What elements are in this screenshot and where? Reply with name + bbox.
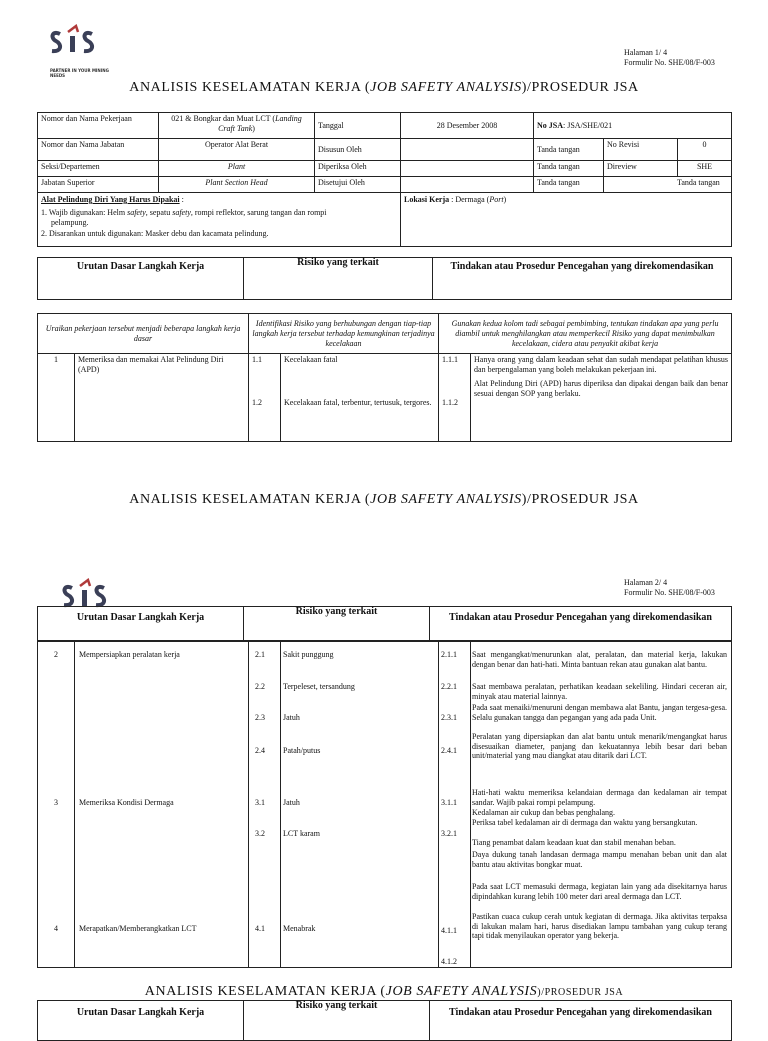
- step-2-number: 2: [54, 650, 58, 659]
- date-label: Tanggal: [315, 113, 401, 139]
- superior-value: Plant Section Head: [159, 177, 315, 193]
- col-header-actions: Tindakan atau Prosedur Pencegahan yang direkomendasikan: [433, 258, 732, 300]
- step-3-number: 3: [54, 798, 58, 807]
- column-header-table: [37, 257, 732, 300]
- action-text: Peralatan yang dipersiapkan dan alat bantu untuk menarik/mengangkat harus disesuaikan diameter, panjang dan kekuatannya lebih besar dari beban unit/material yang mau diangkat atau ditarik dari LCT.: [472, 732, 727, 760]
- work-location: Lokasi Kerja : Dermaga (Port): [401, 193, 732, 247]
- job-info-table: [37, 112, 732, 247]
- risk-3-2-number: 3.2: [255, 829, 265, 838]
- signature-label-4: Tanda tangan: [604, 177, 732, 193]
- risk-numbers: 1.1 1.2: [249, 354, 281, 442]
- reviewed-label: Direview: [604, 161, 678, 177]
- action-number: 3.1.1: [441, 798, 457, 807]
- superior-label: Jabatan Superior: [38, 177, 159, 193]
- form-number: Formulir No. SHE/08/F-003: [624, 58, 715, 67]
- action-text: Daya dukung tanah landasan dermaga mampu menahan beban unit dan alat bantu atau aktivitas bongkar muat.: [472, 850, 727, 869]
- risk-2-1-number: 2.1: [255, 650, 265, 659]
- risk-2-3-number: 2.3: [255, 713, 265, 722]
- sis-logo-icon: [46, 24, 106, 64]
- col-header-steps-3: Urutan Dasar Langkah Kerja: [38, 1001, 244, 1041]
- column-header-table-3: [37, 1000, 732, 1041]
- col-header-actions-3: Tindakan atau Prosedur Pencegahan yang direkomendasikan: [430, 1001, 732, 1041]
- jsa-number: No JSA: JSA/SHE/021: [534, 113, 732, 139]
- step-3-text: Memeriksa Kondisi Dermaga: [79, 798, 174, 807]
- job-name-label: Nomor dan Nama Pekerjaan: [38, 113, 159, 139]
- department-value: Plant: [159, 161, 315, 177]
- job-name-value: 021 & Bongkar dan Muat LCT (Landing Craft Tank): [159, 113, 315, 139]
- risk-2-3-text: Jatuh: [283, 713, 300, 722]
- date-value: 28 Desember 2008: [401, 113, 534, 139]
- position-value: Operator Alat Berat: [159, 139, 315, 161]
- checked-by-value: [401, 161, 534, 177]
- signature-label-1: Tanda tangan: [534, 139, 604, 161]
- step-4-text: Merapatkan/Memberangkatkan LCT: [79, 924, 197, 933]
- action-number: 2.2.1: [441, 682, 457, 691]
- risk-3-1-number: 3.1: [255, 798, 265, 807]
- risk-2-2-text: Terpeleset, tersandung: [283, 682, 355, 691]
- action-text: Tiang penambat dalam keadaan kuat dan stabil menahan beban.: [472, 838, 676, 847]
- action-number: 4.1.1: [441, 926, 457, 935]
- logo-tagline: PARTNER IN YOUR MINING NEEDS: [50, 68, 109, 78]
- action-text: Saat mengangkat/menurunkan alat, peralatan, dan material kerja, lakukan dengan benar dan hati-hati. Minta bantuan rekan atau gunakan alat bantu.: [472, 650, 727, 669]
- approved-by-value: [401, 177, 534, 193]
- revision-value: 0: [678, 139, 732, 161]
- risk-2-4-number: 2.4: [255, 746, 265, 755]
- action-number: 2.1.1: [441, 650, 457, 659]
- action-number: 3.2.1: [441, 829, 457, 838]
- prepared-by-value: [401, 139, 534, 161]
- step-4-number: 4: [54, 924, 58, 933]
- risk-texts: Kecelakaan fatal Kecelakaan fatal, terbentur, tertusuk, tergores.: [281, 354, 439, 442]
- position-label: Nomor dan Nama Jabatan: [38, 139, 159, 161]
- step-2-text: Mempersiapkan peralatan kerja: [79, 650, 180, 659]
- risk-2-4-text: Patah/putus: [283, 746, 321, 755]
- risk-4-1-number: 4.1: [255, 924, 265, 933]
- column-header-table-2: [37, 606, 732, 641]
- jsa-steps-table: [37, 313, 732, 442]
- action-numbers: 1.1.1 1.1.2: [439, 354, 471, 442]
- document-title: ANALISIS KESELAMATAN KERJA (JOB SAFETY ANALYSIS)/PROSEDUR JSA: [129, 80, 639, 95]
- risk-2-1-text: Sakit punggung: [283, 650, 334, 659]
- reviewed-value: SHE: [678, 161, 732, 177]
- col-header-steps: Urutan Dasar Langkah Kerja: [38, 258, 244, 300]
- revision-label: No Revisi: [604, 139, 678, 161]
- page-number-2: Halaman 2/ 4: [624, 578, 668, 587]
- risk-3-2-text: LCT karam: [283, 829, 320, 838]
- action-number: 4.1.2: [441, 957, 457, 966]
- prepared-by-label: Disusun Oleh: [315, 139, 401, 161]
- step-text: Memeriksa dan memakai Alat Pelindung Diri (APD): [75, 354, 249, 442]
- action-text: Hati-hati waktu memeriksa kelandaian dermaga dan kedalaman air tempat sandar. Wajib pakai rompi pelampung.: [472, 788, 727, 807]
- action-number: 2.4.1: [441, 746, 457, 755]
- col-header-actions-2: Tindakan atau Prosedur Pencegahan yang direkomendasikan: [430, 607, 732, 641]
- action-text: Kedalaman air cukup dan bebas penghalang.: [472, 808, 616, 817]
- approved-by-label: Disetujui Oleh: [315, 177, 401, 193]
- signature-label-2: Tanda tangan: [534, 161, 604, 177]
- page-number: Halaman 1/ 4: [624, 48, 668, 57]
- form-number-2: Formulir No. SHE/08/F-003: [624, 588, 715, 597]
- repeated-title-2: ANALISIS KESELAMATAN KERJA (JOB SAFETY ANALYSIS)/PROSEDUR JSA: [144, 984, 624, 999]
- guide-actions: Gunakan kedua kolom tadi sebagai pembimbing, tentukan tindakan apa yang perlu diambil untuk menghilangkan atau memperkecil Risiko yang dapat menimbulkan kecelakaan, cidera atau penyakit akibat kerja: [439, 314, 732, 354]
- action-text: Pastikan cuaca cukup cerah untuk kegiatan di dermaga. Jika aktivitas terpaksa di lakukan malam hari, harus disediakan lampu tambahan yang cukup terang tapi tidak menyilaukan operator yang bekerja.: [472, 912, 727, 940]
- step-number: 1: [38, 354, 75, 442]
- action-text: Periksa tabel kedalaman air di dermaga dan waktu yang bersangkutan.: [472, 818, 698, 827]
- signature-label-3: Tanda tangan: [534, 177, 604, 193]
- guide-risks: Identifikasi Risiko yang berhubungan dengan tiap-tiap langkah kerja tersebut terhadap kemungkinan terjadinya kecelakaan: [249, 314, 439, 354]
- risk-2-2-number: 2.2: [255, 682, 265, 691]
- checked-by-label: Diperiksa Oleh: [315, 161, 401, 177]
- col-header-risks-2: Risiko yang terkait: [244, 607, 430, 641]
- guide-steps: Uraikan pekerjaan tersebut menjadi beberapa langkah kerja dasar: [38, 314, 249, 354]
- risk-4-1-text: Menabrak: [283, 924, 316, 933]
- ppe-section: Alat Pelindung Diri Yang Harus Dipakai : 1. Wajib digunakan: Helm safety, sepatu safety, rompi reflektor, sarung tangan dan rompi pelampung. 2. Disarankan untuk digunakan: Masker debu dan kacamata pelindung.: [38, 193, 401, 247]
- col-header-risks-3: Risiko yang terkait: [244, 1001, 430, 1041]
- risk-3-1-text: Jatuh: [283, 798, 300, 807]
- col-header-steps-2: Urutan Dasar Langkah Kerja: [38, 607, 244, 641]
- action-texts: Hanya orang yang dalam keadaan sehat dan sudah mendapat pelatihan khusus dan berpengalaman yang boleh melakukan pekerjaan ini. Alat Pelindung Diri (APD) harus diperiksa dan dipakai dengan baik dan benar sesuai dengan SOP yang berlaku.: [471, 354, 732, 442]
- action-number: 2.3.1: [441, 713, 457, 722]
- action-text: Pada saat LCT memasuki dermaga, kegiatan lain yang ada disekitarnya harus dipindahkan kurang lebih 100 meter dari areal dermaga dan LCT.: [472, 882, 727, 901]
- col-header-risks: Risiko yang terkait: [244, 258, 433, 300]
- repeated-title-1: ANALISIS KESELAMATAN KERJA (JOB SAFETY ANALYSIS)/PROSEDUR JSA: [129, 492, 639, 507]
- company-logo: [46, 24, 116, 78]
- action-text: Saat membawa peralatan, perhatikan keadaan sekeliling. Hindari ceceran air, minyak atau material lainnya.: [472, 682, 727, 701]
- action-text: Pada saat menaiki/menuruni dengan membawa alat Bantu, jangan tergesa-gesa. Selalu gunakan tangga dan pegangan yang ada pada Unit.: [472, 703, 727, 722]
- department-label: Seksi/Departemen: [38, 161, 159, 177]
